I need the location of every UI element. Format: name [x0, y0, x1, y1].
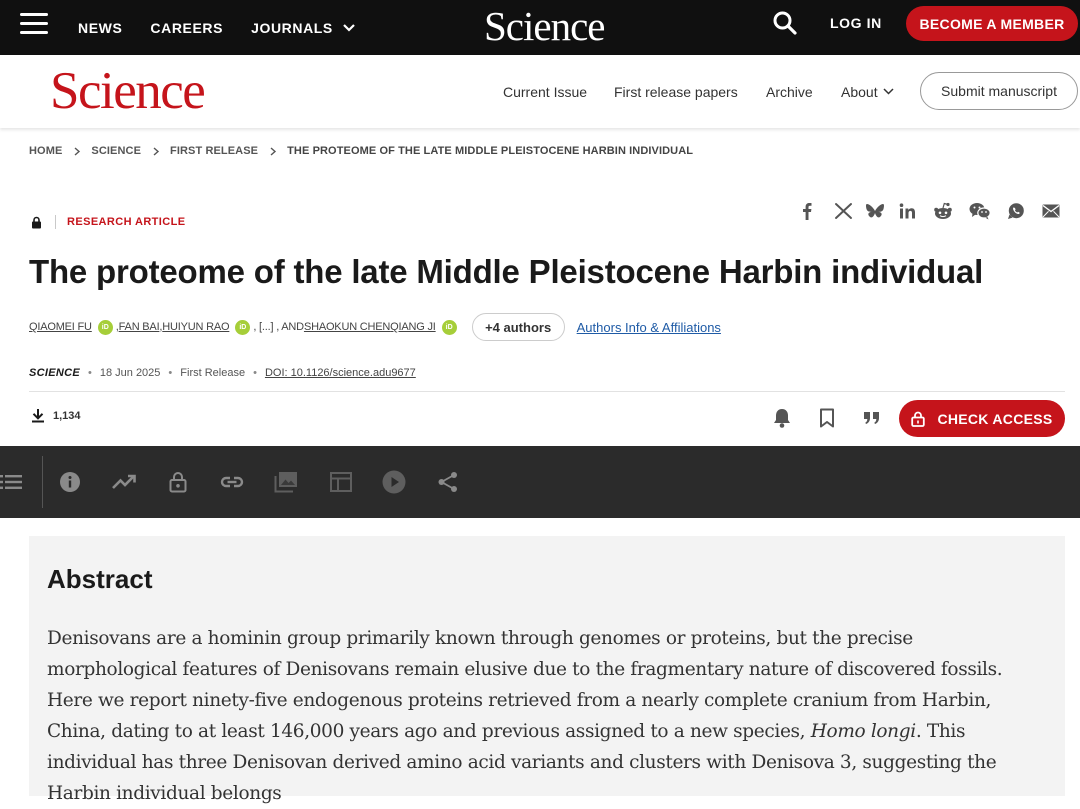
whatsapp-icon[interactable]	[1005, 200, 1027, 222]
login-link[interactable]: LOG IN	[830, 15, 882, 31]
article-toolbar	[0, 446, 1080, 518]
menu-icon[interactable]	[20, 13, 48, 35]
breadcrumb-science[interactable]: SCIENCE	[91, 145, 142, 157]
breadcrumb-current: THE PROTEOME OF THE LATE MIDDLE PLEISTOCENE HARBIN INDIVIDUAL	[287, 145, 694, 157]
email-icon[interactable]	[1040, 200, 1062, 222]
abstract-text-part: Denisovans are a hominin group primarily known through genomes or proteins, but the precise morphological features of Denisovans remain elusive due to the fragmentary nature of discovered fossils. Here we report ninety-five endogenous proteins retrieved from a nearly complete cranium from Harbin, China, dating to at least 146,000 years ago and previous assigned to a new species,	[47, 628, 1003, 742]
nav-archive-label: Archive	[766, 83, 813, 100]
author-separator: ,	[159, 321, 163, 333]
download-count	[31, 408, 81, 423]
author-link[interactable]: SHAOKUN CHEN	[303, 321, 391, 333]
nav-archive[interactable]	[766, 55, 813, 128]
author-link[interactable]: HUIYUN RAO	[162, 321, 230, 333]
nav-first-release[interactable]	[614, 55, 738, 128]
linkedin-icon[interactable]	[896, 200, 918, 222]
nav-current-issue[interactable]	[503, 55, 587, 128]
abstract-text	[47, 623, 1047, 809]
alert-bell-icon[interactable]	[770, 406, 794, 430]
table-icon[interactable]	[328, 469, 354, 495]
orcid-icon[interactable]: iD	[98, 320, 113, 335]
article-type-row	[31, 212, 185, 232]
divider	[55, 215, 56, 229]
chevron-down-icon	[883, 88, 894, 95]
nav-careers[interactable]: CAREERS	[150, 19, 224, 36]
nav-journals[interactable]	[251, 20, 355, 36]
chevron-right-icon	[74, 147, 80, 156]
facebook-icon[interactable]	[796, 200, 818, 222]
top-nav	[78, 0, 383, 55]
science-logo-white[interactable]: Science	[484, 3, 605, 49]
science-logo[interactable]: Science	[50, 62, 205, 120]
breadcrumb	[29, 145, 693, 157]
check-access-label: CHECK ACCESS	[937, 410, 1053, 427]
meta-dot: •	[88, 367, 92, 379]
wechat-icon[interactable]	[969, 200, 991, 222]
x-icon[interactable]	[832, 200, 854, 222]
chevron-right-icon	[153, 147, 159, 156]
check-access-button[interactable]	[899, 400, 1065, 437]
become-member-button[interactable]: BECOME A MEMBER	[906, 6, 1078, 41]
breadcrumb-first-release[interactable]: FIRST RELEASE	[170, 145, 259, 157]
info-icon[interactable]	[57, 469, 83, 495]
image-icon[interactable]	[273, 469, 299, 495]
play-icon[interactable]	[381, 469, 407, 495]
chevron-down-icon	[343, 24, 355, 32]
chevron-right-icon	[270, 147, 276, 156]
breadcrumb-home[interactable]: HOME	[29, 145, 63, 157]
search-icon[interactable]	[772, 10, 800, 38]
trending-icon[interactable]	[111, 469, 137, 495]
top-bar	[0, 0, 1080, 55]
species-name: Homo longi	[810, 721, 916, 742]
abstract-text-part: . This individual has three Denisovan derived amino acid variants and clusters with Denisova 3, suggesting the Harbin individual belongs	[47, 721, 997, 804]
abstract-heading: Abstract	[47, 564, 153, 594]
abstract-section	[29, 536, 1065, 804]
nav-current-issue-label: Current Issue	[503, 83, 588, 100]
nav-first-release-label: First release papers	[614, 83, 738, 100]
nav-journals-label: JOURNALS	[251, 19, 333, 36]
author-link[interactable]: QIANG JI	[390, 321, 436, 333]
journal-name[interactable]: SCIENCE	[29, 367, 80, 379]
share-icon[interactable]	[435, 469, 461, 495]
link-icon[interactable]	[219, 469, 245, 495]
lock-icon	[31, 216, 42, 229]
more-authors-button[interactable]: +4 authors	[472, 313, 565, 341]
author-link[interactable]: FAN BAI	[118, 321, 160, 333]
author-list	[29, 312, 721, 342]
divider	[29, 391, 1065, 392]
toolbar-divider	[42, 456, 43, 508]
publication-date: 18 Jun 2025	[99, 367, 161, 379]
reddit-icon[interactable]	[932, 200, 954, 222]
cite-icon[interactable]	[860, 406, 884, 430]
download-count-value: 1,134	[53, 409, 81, 422]
meta-dot: •	[168, 367, 173, 379]
article-type: RESEARCH ARTICLE	[67, 216, 186, 228]
list-icon[interactable]	[0, 469, 24, 495]
article-title: The proteome of the late Middle Pleistocene Harbin individual	[29, 253, 984, 290]
affiliations-link[interactable]: Authors Info & Affiliations	[576, 319, 721, 335]
release-status: First Release	[180, 367, 246, 379]
nav-news[interactable]: NEWS	[78, 19, 123, 36]
meta-dot: •	[253, 367, 257, 379]
download-icon	[31, 408, 45, 423]
author-link[interactable]: QIAOMEI FU	[29, 321, 92, 333]
nav-about[interactable]	[841, 55, 894, 128]
nav-about-label: About	[841, 83, 878, 100]
journal-header	[0, 55, 1080, 128]
author-separator: ,	[115, 321, 119, 333]
lock-icon[interactable]	[165, 469, 191, 495]
bookmark-icon[interactable]	[815, 406, 839, 430]
article-meta	[29, 367, 416, 379]
lock-icon	[911, 411, 925, 427]
author-separator: , [...] , AND	[253, 321, 304, 333]
doi-link[interactable]: DOI: 10.1126/science.adu9677	[264, 367, 416, 379]
orcid-icon[interactable]: iD	[235, 320, 250, 335]
submit-manuscript-button[interactable]: Submit manuscript	[920, 72, 1078, 110]
bluesky-icon[interactable]	[864, 200, 886, 222]
orcid-icon[interactable]: iD	[442, 320, 457, 335]
